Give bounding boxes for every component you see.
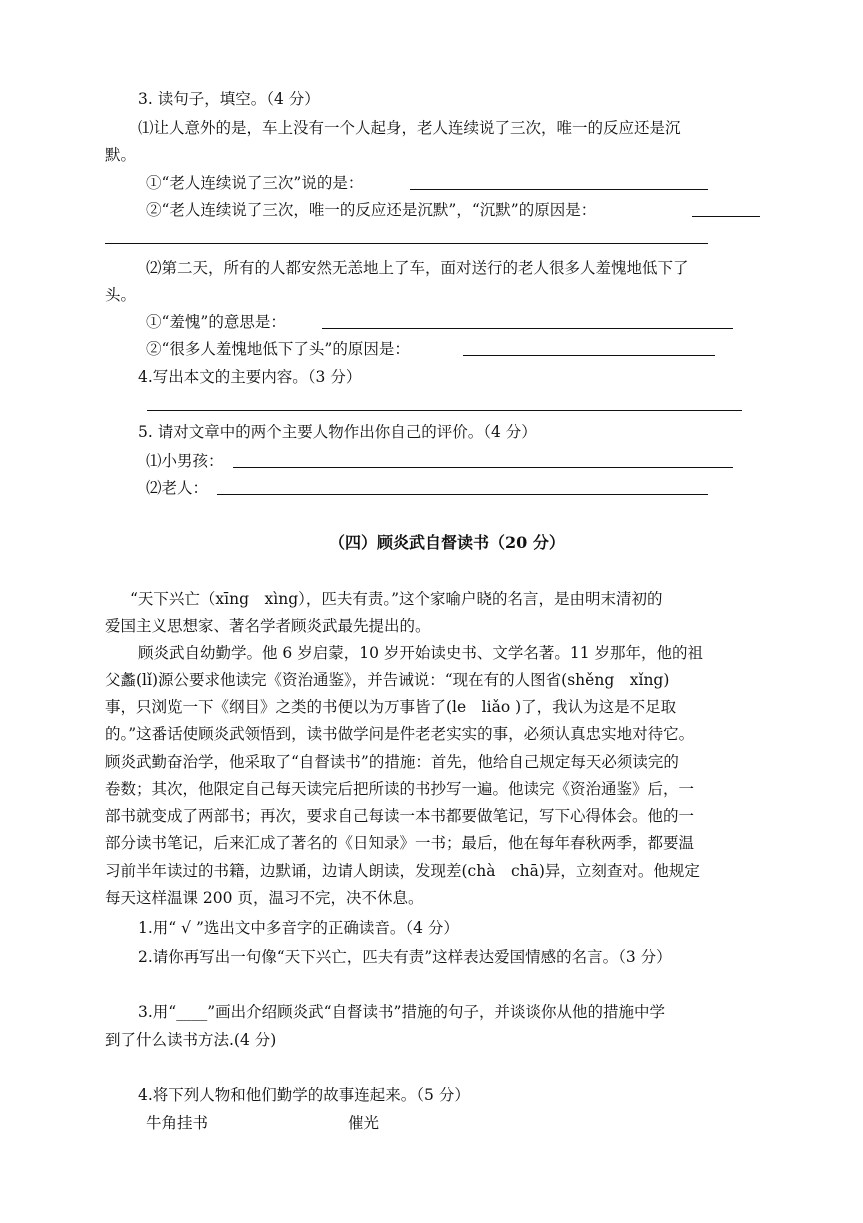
answer-line[interactable]	[692, 216, 760, 217]
q5-title: 5. 请对文章中的两个主要人物作出你自己的评价。（4 分）	[138, 423, 537, 441]
q5-old-label: ⑵老人：	[146, 479, 209, 497]
q3-sentence2-line1: ⑵第二天，所有的人都安然无恙地上了车，面对送行的老人很多人羞愧地低下了	[146, 259, 689, 277]
q3-title: 3. 读句子，填空。（4 分）	[138, 90, 320, 108]
q5-boy-label: ⑴小男孩：	[146, 452, 224, 470]
passage-line: 父蠡(lǐ)源公要求他读完《资治通鉴》，并告诫说：“现在有的人图省(shěng xǐng)	[105, 671, 670, 689]
match-item-left[interactable]: 牛角挂书	[146, 1114, 209, 1132]
q3-s2-question1: ①“羞愧”的意思是：	[146, 313, 286, 331]
sub-question-2: 2.请你再写出一句像“天下兴亡，匹夫有责”这样表达爱国情感的名言。（3 分）	[138, 948, 672, 966]
passage-line: 每天这样温课 200 页，温习不完，决不休息。	[105, 889, 424, 907]
answer-line[interactable]	[463, 355, 715, 356]
answer-line[interactable]	[322, 328, 733, 329]
passage-line: 顾炎武自幼勤学。他 6 岁启蒙，10 岁开始读史书、文学名著。11 岁那年，他的祖	[138, 644, 704, 662]
passage-line: 顾炎武勤奋治学，他采取了“自督读书”的措施：首先，他给自己规定每天必须读完的	[105, 753, 679, 771]
answer-line[interactable]	[147, 410, 742, 411]
sub-question-1: 1.用“ √ ”选出文中多音字的正确读音。（4 分）	[138, 919, 459, 937]
answer-line[interactable]	[105, 243, 708, 244]
answer-line[interactable]	[410, 189, 708, 190]
answer-line[interactable]	[217, 494, 708, 495]
passage-line: 习前半年读过的书籍，边默诵，边请人朗读，发现差(chà chā)异，立刻查对。他规定	[105, 862, 700, 880]
q3-s2-question2: ②“很多人羞愧地低下了头”的原因是：	[146, 340, 410, 358]
passage-line: 爱国主义思想家、著名学者顾炎武最先提出的。	[105, 617, 431, 635]
q3-s1-question2: ②“老人连续说了三次，唯一的反应还是沉默”，“沉默”的原因是：	[146, 201, 597, 219]
passage-line: 的。”这番话使顾炎武领悟到，读书做学问是件老老实实的事，必须认真忠实地对待它。	[105, 725, 695, 743]
answer-line[interactable]	[233, 467, 733, 468]
section-heading: （四）顾炎武自督读书（20 分）	[329, 533, 565, 552]
passage-line: 部分读书笔记，后来汇成了著名的《日知录》一书；最后，他在每年春秋两季，都要温	[105, 834, 695, 852]
q3-sentence1-line2: 默。	[105, 146, 137, 164]
sub-question-3-line1: 3.用“____”画出介绍顾炎武“自督读书”措施的句子，并谈谈你从他的措施中学	[138, 1003, 665, 1021]
q3-s1-question1: ①“老人连续说了三次”说的是：	[146, 174, 364, 192]
passage-line: “天下兴亡（xīng xìng），匹夫有责。”这个家喻户晓的名言，是由明末清初的	[130, 590, 663, 608]
q4-title: 4.写出本文的主要内容。（3 分）	[138, 368, 362, 386]
sub-question-3-line2: 到了什么读书方法.(4 分)	[105, 1031, 277, 1049]
passage-line: 事，只浏览一下《纲目》之类的书便以为万事皆了(le liǎo )了，我认为这是不足取	[105, 698, 677, 716]
sub-question-4: 4.将下列人物和他们勤学的故事连起来。（5 分）	[138, 1086, 470, 1104]
q3-sentence1-line1: ⑴让人意外的是，车上没有一个人起身，老人连续说了三次，唯一的反应还是沉	[138, 119, 681, 137]
q3-sentence2-line2: 头。	[105, 286, 137, 304]
passage-line: 部书就变成了两部书；再次，要求自己每读一本书都要做笔记，写下心得体会。他的一	[105, 807, 695, 825]
passage-line: 卷数；其次，他限定自己每天读完后把所读的书抄写一遍。他读完《资治通鉴》后，一	[105, 780, 695, 798]
match-item-right[interactable]: 催光	[348, 1114, 380, 1132]
